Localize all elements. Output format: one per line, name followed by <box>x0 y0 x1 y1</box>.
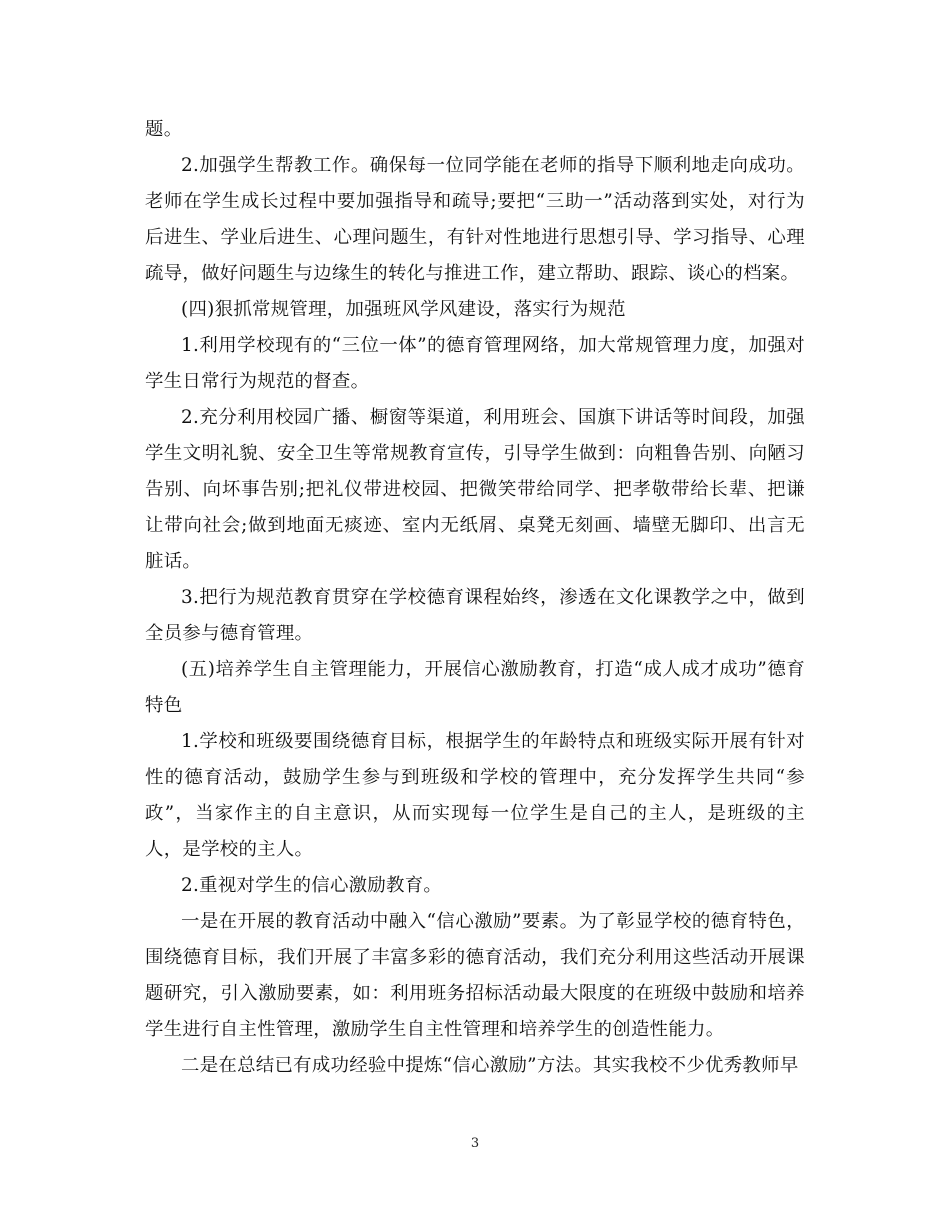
paragraph-item-2-channels: 2.充分利用校园广播、橱窗等渠道，利用班会、国旗下讲话等时间段，加强学生文明礼貌、安全卫生等常规教育宣传，引导学生做到：向粗鲁告别、向陋习告别、向坏事告别;把礼仪带进校园、把微笑带给同学、把孝敬带给长辈、把谦让带向社会;做到地面无痰迹、室内无纸屑、桌凳无刻画、墙壁无脚印、出言无脏话。 <box>145 407 805 572</box>
paragraph-continuation: 题。 <box>145 119 183 140</box>
section-heading-5: (五)培养学生自主管理能力，开展信心激励教育，打造“成人成才成功”德育特色 <box>145 659 805 716</box>
paragraph-item-1-self-management: 1.学校和班级要围绕德育目标，根据学生的年龄特点和班级实际开展有针对性的德育活动，鼓励学生参与到班级和学校的管理中，充分发挥学生共同“参政”，当家作主的自主意识，从而实现每一位学生是自己的主人，是班级的主人，是学校的主人。 <box>145 731 805 860</box>
paragraph-item-3-curriculum: 3.把行为规范教育贯穿在学校德育课程始终，渗透在文化课教学之中，做到全员参与德育管理。 <box>145 587 805 644</box>
paragraph-item-2-mentoring: 2.加强学生帮教工作。确保每一位同学能在老师的指导下顺利地走向成功。老师在学生成长过程中要加强指导和疏导;要把“三助一”活动落到实处，对行为后进生、学业后进生、心理问题生，有针对性地进行思想引导、学习指导、心理疏导，做好问题生与边缘生的转化与推进工作，建立帮助、跟踪、谈心的档案。 <box>145 155 805 284</box>
paragraph-first-point: 一是在开展的教育活动中融入“信心激励”要素。为了彰显学校的德育特色，围绕德育目标，我们开展了丰富多彩的德育活动，我们充分利用这些活动开展课题研究，引入激励要素，如：利用班务招标活动最大限度的在班级中鼓励和培养学生进行自主性管理，激励学生自主性管理和培养学生的创造性能力。 <box>145 911 805 1040</box>
section-heading-4: (四)狠抓常规管理，加强班风学风建设，落实行为规范 <box>181 299 626 320</box>
page-number: 3 <box>470 1136 480 1151</box>
paragraph-item-2-confidence: 2.重视对学生的信心激励教育。 <box>181 875 443 896</box>
body-text <box>145 112 805 1084</box>
paragraph-item-1-network: 1.利用学校现有的“三位一体”的德育管理网络，加大常规管理力度，加强对学生日常行为规范的督查。 <box>145 335 805 392</box>
paragraph-second-point: 二是在总结已有成功经验中提炼“信心激励”方法。其实我校不少优秀教师早 <box>181 1055 799 1076</box>
